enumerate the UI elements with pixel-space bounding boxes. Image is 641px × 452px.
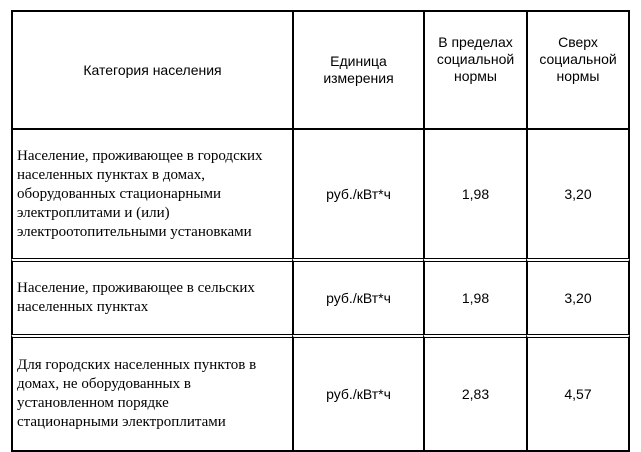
row-category-cell — [11, 258, 292, 334]
row-unit-cell — [292, 258, 423, 334]
header-within-norm — [423, 10, 526, 128]
row-within-norm-cell — [423, 128, 526, 258]
row-category-text: Для городских населенных пунктов в домах, не оборудованных в установленном порядке стационарными электроплитами — [17, 357, 257, 430]
row-above-norm-cell — [526, 258, 630, 334]
row-unit-text: руб./кВт*ч — [326, 386, 391, 402]
row-within-norm-cell — [423, 258, 526, 334]
header-unit-label: Единица измерения — [323, 53, 394, 86]
header-above-norm — [526, 10, 630, 128]
row-unit-text: руб./кВт*ч — [326, 186, 391, 202]
table-row — [11, 128, 630, 258]
row-unit-text: руб./кВт*ч — [326, 290, 391, 306]
row-within-norm-value: 1,98 — [461, 290, 490, 306]
row-unit-cell — [292, 128, 423, 258]
row-above-norm-cell — [526, 128, 630, 258]
row-category-text: Население, проживающее в городских населенных пунктах в домах, оборудованных стационарными электроплитами и (или) электроотопительными установками — [17, 147, 263, 240]
header-above-norm-label: Сверх социальной нормы — [539, 34, 617, 84]
row-category-text: Население, проживающее в сельских населенных пунктах — [17, 280, 255, 315]
row-within-norm-value: 2,83 — [461, 386, 490, 402]
table-header-row — [11, 10, 630, 128]
tariff-table — [11, 10, 630, 452]
row-category-cell — [11, 128, 292, 258]
table-row — [11, 258, 630, 334]
table-row — [11, 334, 630, 452]
row-above-norm-value: 3,20 — [564, 186, 592, 202]
header-category — [11, 10, 292, 128]
header-category-label: Категория населения — [83, 62, 222, 78]
row-above-norm-value: 3,20 — [564, 290, 592, 306]
row-category-cell — [11, 334, 292, 452]
row-within-norm-cell — [423, 334, 526, 452]
row-above-norm-cell — [526, 334, 630, 452]
row-above-norm-value: 4,57 — [564, 386, 592, 402]
row-within-norm-value: 1,98 — [461, 186, 490, 202]
header-unit — [292, 10, 423, 128]
header-within-norm-label: В пределах социальной нормы — [436, 34, 515, 84]
row-unit-cell — [292, 334, 423, 452]
